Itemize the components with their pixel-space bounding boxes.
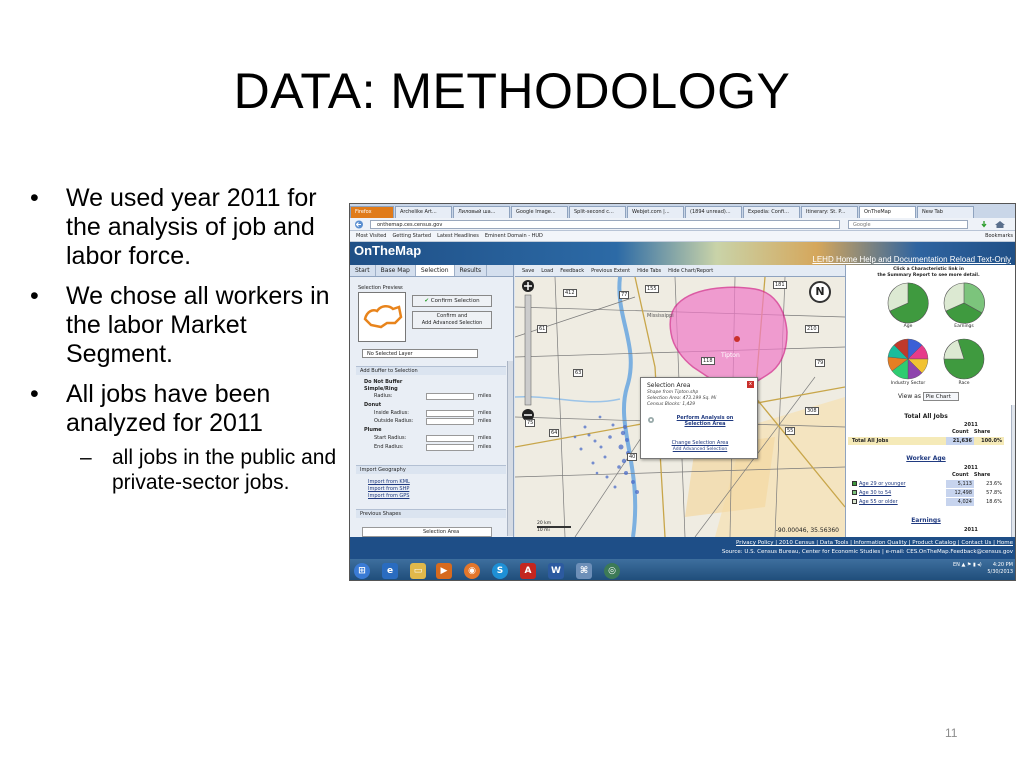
layer-select[interactable]: No Selected Layer <box>362 349 478 358</box>
total-year: 2011 <box>964 422 978 428</box>
save-button[interactable]: Save <box>522 268 535 274</box>
option-donut[interactable]: Donut <box>364 402 382 408</box>
browser-tab-active[interactable]: OnTheMap <box>859 206 916 218</box>
browser-tab[interactable]: Google Image... <box>511 206 568 218</box>
app-logo: OnTheMap <box>354 243 422 258</box>
miles-label: miles <box>478 410 492 416</box>
route-shield: 79 <box>817 360 824 366</box>
share-head: Share <box>973 472 991 478</box>
count-head: Count <box>952 429 969 435</box>
route-shield: 210 <box>807 326 817 332</box>
map-canvas[interactable] <box>515 277 845 537</box>
miles-label: miles <box>478 435 492 441</box>
row-share: 100.0% <box>981 438 1002 444</box>
pie-race[interactable] <box>944 339 984 379</box>
feedback-button[interactable]: Feedback <box>560 268 585 274</box>
selection-shape-icon <box>359 293 405 341</box>
pie-industry-sector[interactable] <box>888 339 928 379</box>
selection-popup <box>640 377 758 459</box>
footer-source: Source: U.S. Census Bureau, Center for Economic Studies | e-mail: CES.OnTheMap.Feedback@census.gov <box>721 549 1013 555</box>
option-simple-ring[interactable]: Simple/Ring <box>364 386 398 392</box>
report-scrollbar[interactable] <box>1011 405 1016 537</box>
option-plume[interactable]: Plume <box>364 427 382 433</box>
bookmark-item[interactable]: Getting Started <box>392 233 432 239</box>
bullet-item <box>30 184 340 271</box>
tray-icons[interactable]: ▲ ⚑ ▮ ◂) <box>961 562 982 568</box>
scale-mi: 10 mi <box>537 528 550 533</box>
age-year: 2011 <box>964 465 978 471</box>
buffer-section-header[interactable]: Add Buffer to Selection <box>356 366 506 375</box>
selection-preview <box>358 292 406 342</box>
confirm-selection-label: Confirm Selection <box>430 298 480 304</box>
skype-icon[interactable]: S <box>492 563 508 579</box>
route-shield: 155 <box>647 286 657 292</box>
popup-details <box>647 390 716 408</box>
perform-analysis-link[interactable] <box>657 415 753 427</box>
route-shield: 40 <box>629 454 636 460</box>
worker-age-title[interactable]: Worker Age <box>906 455 946 462</box>
pie-charts <box>846 281 1011 389</box>
windows-taskbar <box>350 559 1016 581</box>
onthemap-screenshot <box>349 203 1016 581</box>
import-kml-link[interactable]: Import from KML <box>368 479 410 485</box>
confirm-advanced-line2: Add Advanced Selection <box>421 320 483 326</box>
add-advanced-selection-link[interactable]: Add Advanced Selection <box>672 447 728 452</box>
confirm-advanced-line1: Confirm and <box>436 313 468 319</box>
browser-tab[interactable]: Лиловый ша... <box>453 206 510 218</box>
route-shield: 118 <box>703 358 713 364</box>
route-shield: 63 <box>575 370 582 376</box>
tray-time: 4:20 PM <box>992 562 1013 568</box>
header-links[interactable]: LEHD Home Help and Documentation Reload Text-Only <box>812 255 1011 264</box>
pie-age[interactable] <box>888 283 928 323</box>
legend-swatch <box>852 481 857 486</box>
import-gps-link[interactable]: Import from GPS <box>368 493 410 499</box>
search-input[interactable]: Google <box>848 220 968 229</box>
town-label: Tipton <box>721 352 740 359</box>
zoom-slider[interactable] <box>521 279 533 429</box>
tab-results[interactable]: Results <box>455 265 488 276</box>
app-header <box>350 242 1016 265</box>
hint-line2: the Summary Report to see more detail. <box>877 272 980 278</box>
row-count: 21,636 <box>946 437 974 445</box>
legend-swatch <box>852 499 857 504</box>
report-hint <box>846 267 1011 278</box>
inside-radius-label: Inside Radius: <box>374 410 409 416</box>
age-row <box>848 489 1004 497</box>
bookmark-item[interactable]: Most Visited <box>356 233 387 239</box>
scale-km: 20 km <box>537 521 552 526</box>
scale-bar <box>537 521 571 533</box>
selection-preview-label: Selection Preview: <box>358 285 404 291</box>
radius-field[interactable] <box>426 393 474 400</box>
browser-tab[interactable]: Webjet.com |... <box>627 206 684 218</box>
bookmarks-menu[interactable]: Bookmarks <box>985 233 1013 239</box>
tray-language[interactable]: EN <box>952 562 960 568</box>
confirm-selection-button[interactable] <box>412 295 492 307</box>
bookmark-item[interactable]: Eminent Domain - HUD <box>484 233 543 239</box>
bullet-text: We used year 2011 for the analysis of job and labor force. <box>66 184 317 270</box>
view-as-select[interactable]: Pie Chart <box>923 392 959 401</box>
sub-bullet-text: all jobs in the public and private-sector jobs. <box>112 446 337 494</box>
bullet-text: All jobs have been analyzed for 2011 <box>66 380 271 437</box>
route-shield: 64 <box>551 430 558 436</box>
miles-label: miles <box>478 393 492 399</box>
outside-radius-field[interactable] <box>426 418 474 425</box>
row-label[interactable] <box>852 498 898 506</box>
view-as-control <box>898 392 959 401</box>
perform-analysis-line2: Selection Area <box>684 421 726 427</box>
route-shield: 61 <box>539 326 546 332</box>
address-bar <box>350 218 1016 231</box>
age-row <box>848 480 1004 488</box>
browser-tab-bar <box>350 204 1016 218</box>
route-shield: 55 <box>787 428 794 434</box>
end-radius-field[interactable] <box>426 444 474 451</box>
bullet-dot: • <box>30 380 39 408</box>
age-column-heads <box>952 472 990 478</box>
route-shield: 77 <box>621 292 628 298</box>
outside-radius-label: Outside Radius: <box>374 418 414 424</box>
tab-start[interactable]: Start <box>350 265 376 276</box>
earnings-title[interactable]: Earnings <box>911 517 941 524</box>
load-button[interactable]: Load <box>541 268 554 274</box>
total-jobs-title: Total All Jobs <box>904 413 948 420</box>
age-row <box>848 498 1004 506</box>
popup-area: Selection Area: 473.199 Sq. Mi <box>647 396 717 401</box>
bullet-dot: • <box>30 282 39 310</box>
previous-shapes-header[interactable]: Previous Shapes <box>356 509 506 518</box>
earnings-year: 2011 <box>964 527 978 533</box>
sub-bullet-item <box>80 445 340 495</box>
miles-label: miles <box>478 418 492 424</box>
folder-icon[interactable]: ▭ <box>410 563 426 579</box>
panel-scrollbar[interactable] <box>507 361 513 536</box>
word-icon[interactable]: W <box>548 563 564 579</box>
footer-links[interactable]: Privacy Policy | 2010 Census | Data Tools | Information Quality | Product Catalog | Contact Us | Home <box>736 540 1013 546</box>
hint-line1: Click a Characteristic link in <box>893 267 964 272</box>
start-button-icon[interactable]: ⊞ <box>354 563 370 579</box>
download-home-icons[interactable] <box>980 220 1010 229</box>
confirm-advanced-button[interactable] <box>412 311 492 329</box>
zoom-control-icon <box>521 279 535 429</box>
panel-tabs <box>350 265 513 277</box>
start-radius-label: Start Radius: <box>374 435 407 441</box>
browser-tab[interactable]: New Tab <box>917 206 974 218</box>
row-label: Total All Jobs <box>852 438 889 444</box>
hide-tabs-button[interactable]: Hide Tabs <box>637 268 662 274</box>
change-selection-link[interactable]: Change Selection Area <box>671 440 729 446</box>
tab-selection[interactable]: Selection <box>416 265 455 276</box>
row-label-text[interactable]: Age 55 or older <box>859 499 898 505</box>
browser-tab[interactable]: Archelike Art... <box>395 206 452 218</box>
popup-shape: Shape from Tipton.shp <box>647 390 699 395</box>
route-shield: 308 <box>807 408 817 414</box>
url-input[interactable]: onthemap.ces.census.gov <box>370 220 840 229</box>
pie-label-industry: Industry Sector <box>890 381 926 386</box>
browser-tab[interactable]: Expedia: Confi... <box>743 206 800 218</box>
map-toolbar <box>515 265 845 277</box>
route-shield: 75 <box>527 420 534 426</box>
gear-icon <box>647 416 655 424</box>
network-icon[interactable]: ⌘ <box>576 563 592 579</box>
popup-title: Selection Area <box>647 382 691 389</box>
route-shield: 412 <box>565 290 575 296</box>
media-player-icon[interactable]: ▶ <box>436 563 452 579</box>
close-icon[interactable]: x <box>747 381 754 388</box>
import-shp-link[interactable]: Import from SHP <box>368 486 410 492</box>
selection-panel <box>350 265 514 537</box>
inside-radius-field[interactable] <box>426 410 474 417</box>
browser-tab[interactable]: (1894 unread)... <box>685 206 742 218</box>
county-label: Mississippi <box>647 313 674 319</box>
legend-swatch <box>852 490 857 495</box>
row-label-text[interactable]: Age 30 to 54 <box>859 490 892 496</box>
page-number: 11 <box>945 726 958 740</box>
total-column-heads <box>952 429 990 435</box>
row-label[interactable] <box>852 480 906 488</box>
tab-base-map[interactable]: Base Map <box>376 265 416 276</box>
hide-chart-report-button[interactable]: Hide Chart/Report <box>668 268 714 274</box>
ie-icon[interactable]: e <box>382 563 398 579</box>
tray-date: 5/30/2013 <box>987 569 1013 575</box>
miles-label: miles <box>478 444 492 450</box>
row-count: 12,498 <box>946 489 974 497</box>
import-section-header[interactable]: Import Geography <box>356 465 506 474</box>
back-icon[interactable] <box>354 220 366 229</box>
bullet-text: We chose all workers in the labor Market Segment. <box>66 282 330 368</box>
row-label-text[interactable]: Age 29 or younger <box>859 481 906 487</box>
firefox-menu-button[interactable]: Firefox <box>350 206 394 218</box>
firefox-icon[interactable]: ◉ <box>464 563 480 579</box>
row-share: 18.6% <box>986 499 1002 505</box>
end-radius-label: End Radius: <box>374 444 404 450</box>
view-as-label: View as <box>898 393 921 400</box>
system-tray <box>953 562 1013 576</box>
north-arrow-icon: N <box>809 281 831 303</box>
pie-label-age: Age <box>903 324 913 329</box>
bullet-item <box>30 380 340 438</box>
pie-earnings[interactable] <box>944 283 985 323</box>
option-do-not-buffer[interactable]: Do Not Buffer <box>364 379 403 385</box>
bullet-dot: • <box>30 184 39 212</box>
cursor-coordinates: -90.00046, 35.56360 <box>775 527 839 534</box>
popup-blocks: Census Blocks: 1,429 <box>647 402 696 407</box>
perform-analysis-line1: Perform Analysis on <box>676 415 734 421</box>
start-radius-field[interactable] <box>426 435 474 442</box>
slide-title: DATA: METHODOLOGY <box>233 63 791 119</box>
share-head: Share <box>973 429 991 435</box>
pie-label-earnings: Earnings <box>954 324 974 329</box>
app-footer <box>350 537 1016 559</box>
sub-bullet-dash: – <box>80 446 92 469</box>
row-label[interactable] <box>852 489 891 497</box>
bookmarks-bar <box>350 231 1016 242</box>
browser-tab[interactable]: Itinerary: St. P... <box>801 206 858 218</box>
total-row <box>848 437 1004 445</box>
bullet-item <box>30 282 340 369</box>
radius-label: Radius: <box>374 393 393 399</box>
search-app-icon[interactable]: ◎ <box>604 563 620 579</box>
previous-shape-item[interactable]: Selection Area <box>362 527 492 537</box>
row-count: 5,113 <box>946 480 974 488</box>
row-share: 57.8% <box>986 490 1002 496</box>
count-head: Count <box>952 472 969 478</box>
pie-label-race: Race <box>958 381 970 386</box>
bookmark-item[interactable]: Latest Headlines <box>437 233 479 239</box>
row-share: 23.6% <box>986 481 1002 487</box>
route-shield: 181 <box>775 282 785 288</box>
acrobat-icon[interactable]: A <box>520 563 536 579</box>
bullet-list <box>30 184 340 495</box>
row-count: 4,024 <box>946 498 974 506</box>
check-icon: ✔ <box>424 298 430 304</box>
browser-tab[interactable]: Split-second c... <box>569 206 626 218</box>
report-panel <box>845 265 1016 537</box>
previous-extent-button[interactable]: Previous Extent <box>591 268 631 274</box>
